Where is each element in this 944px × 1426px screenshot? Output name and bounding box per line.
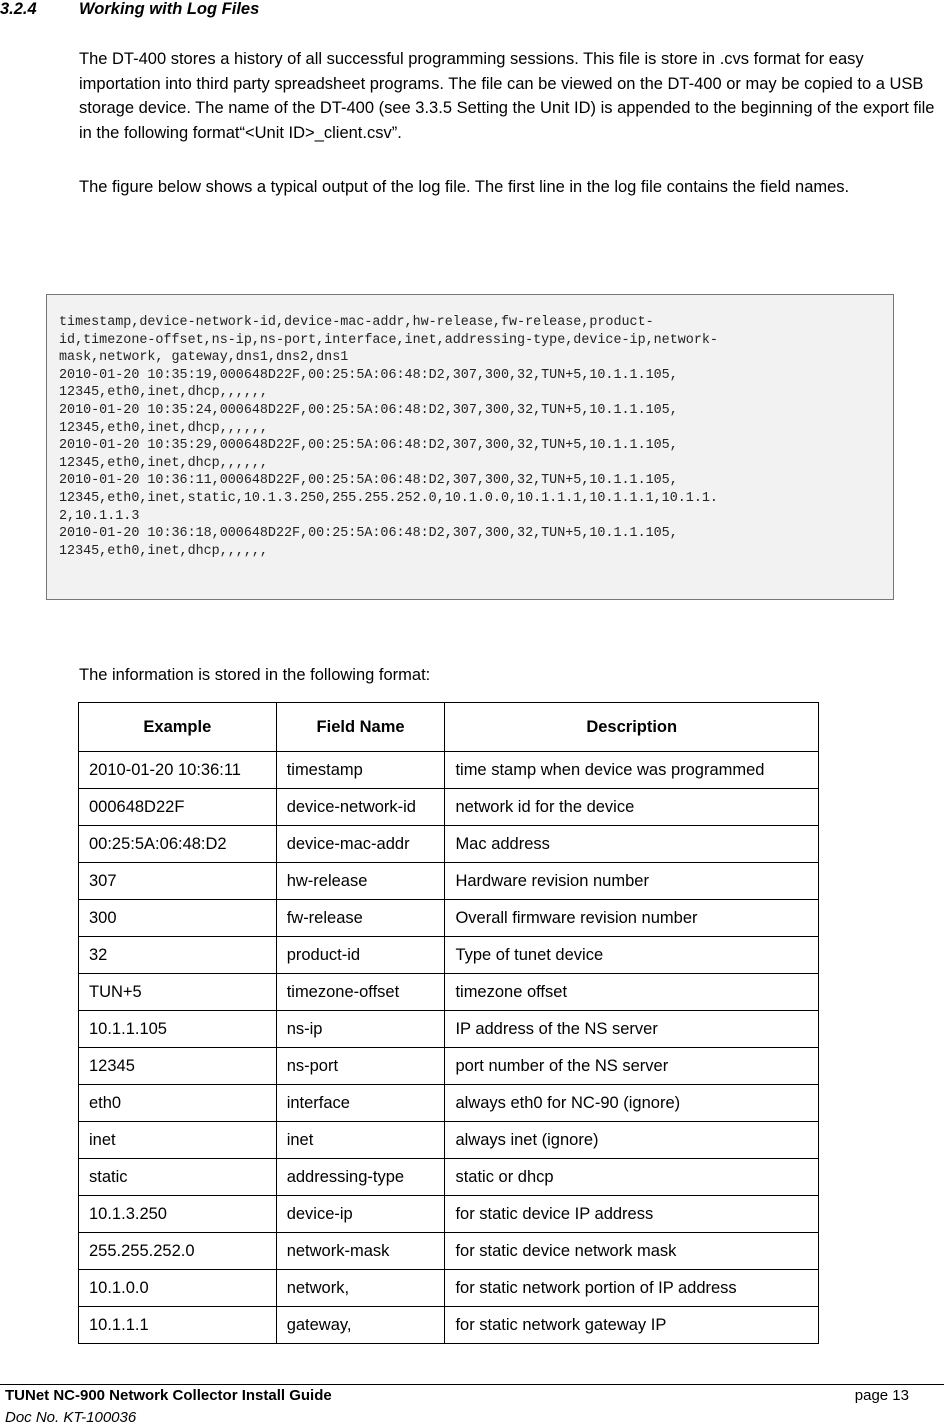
cell-field-name: gateway, — [276, 1307, 445, 1344]
cell-description: port number of the NS server — [445, 1048, 819, 1085]
cell-description: network id for the device — [445, 789, 819, 826]
cell-description: for static network gateway IP — [445, 1307, 819, 1344]
cell-field-name: ns-ip — [276, 1011, 445, 1048]
cell-description: for static network portion of IP address — [445, 1270, 819, 1307]
cell-example: 000648D22F — [79, 789, 277, 826]
table-row — [79, 789, 819, 826]
cell-example: 255.255.252.0 — [79, 1233, 277, 1270]
cell-field-name: hw-release — [276, 863, 445, 900]
log-file-sample — [46, 294, 894, 600]
cell-example: 12345 — [79, 1048, 277, 1085]
header-example: Example — [79, 703, 277, 752]
cell-example: 10.1.0.0 — [79, 1270, 277, 1307]
table-row — [79, 937, 819, 974]
table-row — [79, 863, 819, 900]
table-row — [79, 1159, 819, 1196]
cell-field-name: product-id — [276, 937, 445, 974]
cell-field-name: ns-port — [276, 1048, 445, 1085]
section-heading — [0, 0, 930, 19]
section-title: Working with Log Files — [79, 0, 260, 18]
cell-description: time stamp when device was programmed — [445, 752, 819, 789]
cell-field-name: device-mac-addr — [276, 826, 445, 863]
table-row — [79, 1196, 819, 1233]
table-row — [79, 826, 819, 863]
cell-description: timezone offset — [445, 974, 819, 1011]
table-row — [79, 1085, 819, 1122]
cell-field-name: addressing-type — [276, 1159, 445, 1196]
table-row — [79, 1270, 819, 1307]
cell-description: for static device network mask — [445, 1233, 819, 1270]
cell-field-name: inet — [276, 1122, 445, 1159]
cell-description: Overall firmware revision number — [445, 900, 819, 937]
cell-example: 307 — [79, 863, 277, 900]
cell-field-name: network-mask — [276, 1233, 445, 1270]
table-row — [79, 1307, 819, 1344]
log-format-table — [78, 702, 819, 1344]
cell-field-name: timezone-offset — [276, 974, 445, 1011]
intro-paragraph: The DT-400 stores a history of all successful programming sessions. This file is store in .cvs format for easy importation into third party spreadsheet programs. The file can be viewed on the DT-400 or may be copied to a USB storage device. The name of the DT-400 (see 3.3.5 Setting the Unit ID) is appended to the beginning of the export file in the following format“<Unit ID>_client.csv”. — [79, 50, 935, 142]
table-row — [79, 900, 819, 937]
cell-description: Type of tunet device — [445, 937, 819, 974]
table-row — [79, 1011, 819, 1048]
cell-description: always eth0 for NC-90 (ignore) — [445, 1085, 819, 1122]
cell-field-name: network, — [276, 1270, 445, 1307]
cell-description: IP address of the NS server — [445, 1011, 819, 1048]
cell-field-name: fw-release — [276, 900, 445, 937]
table-header-row — [79, 703, 819, 752]
cell-example: 00:25:5A:06:48:D2 — [79, 826, 277, 863]
figure-intro-paragraph: The figure below shows a typical output of the log file. The first line in the log file contains the field names. — [79, 178, 850, 196]
footer-page-number: page 13 — [854, 1387, 909, 1404]
cell-field-name: device-network-id — [276, 789, 445, 826]
table-row — [79, 974, 819, 1011]
footer-divider — [0, 1384, 944, 1385]
cell-example: 300 — [79, 900, 277, 937]
cell-example: 2010-01-20 10:36:11 — [79, 752, 277, 789]
header-field-name: Field Name — [276, 703, 445, 752]
cell-example: inet — [79, 1122, 277, 1159]
cell-description: Hardware revision number — [445, 863, 819, 900]
cell-example: 32 — [79, 937, 277, 974]
format-intro-paragraph: The information is stored in the following format: — [79, 666, 431, 684]
footer-guide-title: TUNet NC-900 Network Collector Install Guide — [5, 1387, 332, 1404]
cell-description: always inet (ignore) — [445, 1122, 819, 1159]
cell-description: Mac address — [445, 826, 819, 863]
cell-example: 10.1.1.105 — [79, 1011, 277, 1048]
cell-description: for static device IP address — [445, 1196, 819, 1233]
cell-example: static — [79, 1159, 277, 1196]
cell-example: TUN+5 — [79, 974, 277, 1011]
table-row — [79, 1048, 819, 1085]
cell-description: static or dhcp — [445, 1159, 819, 1196]
log-file-text: timestamp,device-network-id,device-mac-addr,hw-release,fw-release,product- id,timezone-offset,ns-ip,ns-port,interface,inet,addressing-type,device-ip,network- mask,network, gateway,dns1,dns2,dns1 2010-01-20 10:35:19,000648D22F,00:25:5A:06:48:D2,307,300,32,TUN+5,10.1.1.105, 12345,eth0,inet,dhcp,,,,,, 2010-01-20 10:35:24,000648D22F,00:25:5A:06:48:D2,307,300,32,TUN+5,10.1.1.105, 12345,eth0,inet,dhcp,,,,,, 2010-01-20 10:35:29,000648D22F,00:25:5A:06:48:D2,307,300,32,TUN+5,10.1.1.105, 12345,eth0,inet,dhcp,,,,,, 2010-01-20 10:36:11,000648D22F,00:25:5A:06:48:D2,307,300,32,TUN+5,10.1.1.105, 12345,eth0,inet,static,10.1.3.250,255.255.252.0,10.1.0.0,10.1.1.1,10.1.1.1,10.1.1. 2,10.1.1.3 2010-01-20 10:36:18,000648D22F,00:25:5A:06:48:D2,307,300,32,TUN+5,10.1.1.105, 12345,eth0,inet,dhcp,,,,,, — [59, 315, 718, 559]
footer-doc-number: Doc No. KT-100036 — [5, 1409, 137, 1426]
cell-field-name: device-ip — [276, 1196, 445, 1233]
table-row — [79, 1122, 819, 1159]
table-row — [79, 1233, 819, 1270]
header-description: Description — [445, 703, 819, 752]
cell-field-name: timestamp — [276, 752, 445, 789]
cell-example: eth0 — [79, 1085, 277, 1122]
section-number: 3.2.4 — [0, 0, 37, 18]
table-row — [79, 752, 819, 789]
cell-field-name: interface — [276, 1085, 445, 1122]
cell-example: 10.1.1.1 — [79, 1307, 277, 1344]
cell-example: 10.1.3.250 — [79, 1196, 277, 1233]
